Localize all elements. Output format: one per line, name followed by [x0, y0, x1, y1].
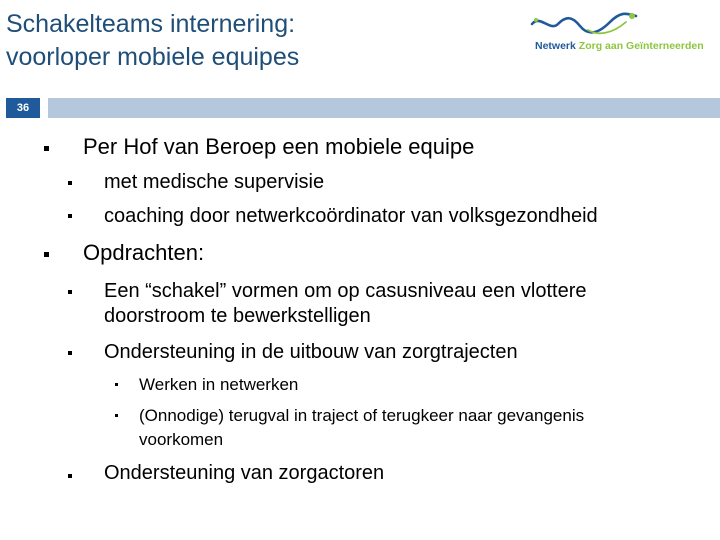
bullet-item-opdrachten: Opdrachten:	[83, 240, 205, 265]
bullet-marker	[68, 181, 72, 185]
slide-title-line-1: Schakelteams internering:	[6, 10, 296, 38]
bullet-marker	[115, 414, 118, 417]
sub-sub-bullet-terugval-line-2: voorkomen	[139, 430, 224, 449]
bullet-marker	[115, 383, 118, 386]
header-divider-bar	[48, 98, 720, 118]
logo-swirl-icon	[528, 10, 648, 40]
bullet-item-hof: Per Hof van Beroep een mobiele equipe	[83, 134, 475, 159]
slide-title	[6, 8, 299, 74]
sub-bullet-supervisie: met medische supervisie	[104, 171, 325, 193]
bullet-marker	[44, 146, 49, 151]
sub-bullet-schakel-line-1: Een “schakel” vormen om op casusniveau een vlottere	[104, 280, 587, 302]
sub-sub-bullet-netwerken: Werken in netwerken	[139, 375, 299, 394]
bullet-marker	[68, 474, 72, 478]
sub-bullet-schakel-line-2: doorstroom te bewerkstelligen	[104, 305, 371, 327]
bullet-marker	[44, 252, 49, 257]
slide-title-line-2: voorloper mobiele equipes	[6, 43, 300, 71]
logo-wordmark	[535, 40, 704, 52]
logo-word-zorg: Zorg aan Geïnterneerden	[578, 40, 704, 52]
bullet-marker	[68, 214, 72, 218]
sub-sub-bullet-terugval-line-1: (Onnodige) terugval in traject of terugkeer naar gevangenis	[139, 406, 585, 425]
slide-number-badge: 36	[6, 98, 40, 118]
network-logo	[528, 10, 714, 58]
sub-bullet-zorgactoren: Ondersteuning van zorgactoren	[104, 462, 385, 484]
bullet-marker	[68, 290, 72, 294]
sub-bullet-coaching: coaching door netwerkcoördinator van volksgezondheid	[104, 205, 598, 227]
bullet-marker	[68, 351, 72, 355]
sub-bullet-zorgtrajecten: Ondersteuning in de uitbouw van zorgtrajecten	[104, 341, 518, 363]
logo-word-network: Netwerk	[535, 40, 576, 52]
